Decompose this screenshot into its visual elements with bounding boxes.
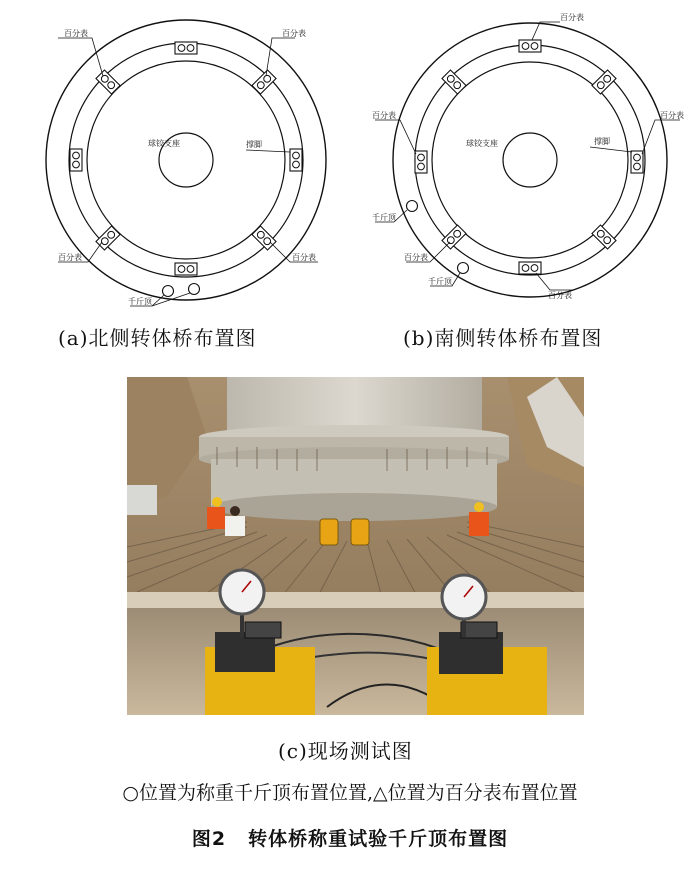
- gauge-bottom: [519, 262, 541, 274]
- jack: [351, 519, 369, 545]
- label-pct: 百分表: [58, 253, 82, 262]
- label-pct: 百分表: [660, 111, 684, 120]
- gauge-right: [631, 151, 643, 173]
- label-pct: 百分表: [64, 29, 88, 38]
- gauge-right: [290, 149, 302, 171]
- site-photo-illustration: [127, 377, 584, 715]
- outer-ring: [46, 20, 326, 300]
- site-photo: [127, 377, 584, 715]
- label-jack: 千斤顶: [372, 213, 396, 222]
- gauge-left: [415, 151, 427, 173]
- figure-title-text: 转体桥称重试验千斤顶布置图: [248, 828, 509, 850]
- label-strut: 撑脚: [246, 140, 262, 149]
- label-jack: 千斤顶: [428, 277, 452, 286]
- jack: [320, 519, 338, 545]
- label-pct: 百分表: [560, 13, 584, 22]
- figure-number: 图2: [191, 828, 227, 850]
- gauge-top-left: [442, 70, 466, 94]
- caption-b: (b)南侧转体桥布置图: [403, 326, 603, 350]
- outer-ring: [393, 23, 667, 297]
- label-center: 球铰支座: [466, 139, 498, 148]
- label-pct: 百分表: [372, 111, 396, 120]
- gauge-top-right: [592, 70, 616, 94]
- label-pct: 百分表: [292, 253, 316, 262]
- diagram-b-south: [365, 8, 695, 313]
- center-hole: [503, 133, 557, 187]
- diagram-a-north: [40, 10, 340, 310]
- jack-circle: [189, 284, 200, 295]
- jack-circle: [407, 201, 418, 212]
- label-pct: 百分表: [282, 29, 306, 38]
- label-jack: 千斤顶: [128, 297, 152, 306]
- gauge-bottom: [175, 263, 197, 275]
- label-pct: 百分表: [548, 291, 572, 300]
- caption-a: (a)北侧转体桥布置图: [58, 326, 257, 350]
- gauge-top: [519, 40, 541, 52]
- jack-circle: [458, 263, 469, 274]
- caption-c: (c)现场测试图: [278, 739, 413, 763]
- gauge-top: [175, 42, 197, 54]
- label-pct: 百分表: [404, 253, 428, 262]
- jack-circle: [163, 286, 174, 297]
- label-center: 球铰支座: [148, 139, 180, 148]
- label-strut: 撑脚: [594, 137, 610, 146]
- gauge-left: [70, 149, 82, 171]
- gauge-bottom-right: [592, 225, 616, 249]
- inner-ring: [87, 61, 285, 259]
- gauge-bottom-left: [442, 225, 466, 249]
- figure-title: [0, 824, 700, 851]
- legend-note: ○位置为称重千斤顶布置位置,△位置为百分表布置位置: [122, 782, 578, 804]
